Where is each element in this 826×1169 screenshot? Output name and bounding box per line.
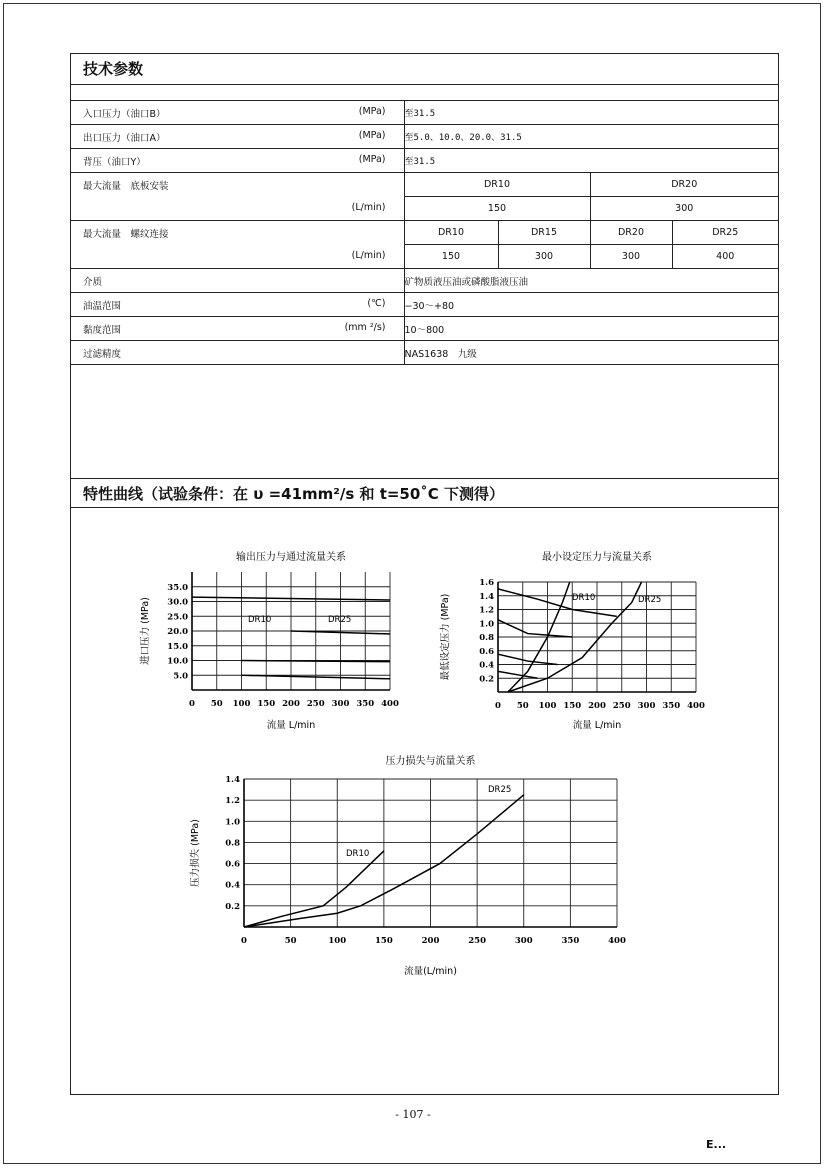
x-tick-label: 250 bbox=[468, 936, 486, 946]
y-tick-label: 1.0 bbox=[479, 619, 494, 630]
y-tick-label: 20.0 bbox=[167, 627, 188, 637]
curve-label: DR25 bbox=[328, 615, 352, 625]
x-tick-label: 250 bbox=[612, 701, 631, 711]
x-tick-label: 150 bbox=[257, 699, 276, 709]
x-tick-label: 0 bbox=[241, 936, 247, 946]
y-tick-label: 15.0 bbox=[167, 641, 188, 652]
y-tick-label: 5.0 bbox=[173, 671, 188, 682]
param-unit: (MPa) bbox=[358, 129, 386, 141]
y-tick-label: 0.4 bbox=[225, 880, 240, 891]
y-tick-label: 0.4 bbox=[479, 660, 494, 671]
x-tick-label: 400 bbox=[608, 936, 626, 946]
x-tick-label: 300 bbox=[331, 699, 350, 709]
param-name: 黏度范围 bbox=[83, 324, 122, 336]
x-tick-label: 200 bbox=[588, 701, 606, 711]
x-tick-label: 250 bbox=[306, 699, 325, 709]
chart-min-set-pressure bbox=[439, 550, 705, 731]
x-tick-label: 0 bbox=[189, 699, 195, 709]
y-axis-label: 最低设定压力 (MPa) bbox=[440, 593, 451, 681]
param-name: 最大流量 底板安装 bbox=[83, 180, 169, 192]
flow-value: 150 bbox=[404, 245, 498, 269]
y-axis-label: 进口压力 (MPa) bbox=[140, 597, 151, 665]
size-label: DR10 bbox=[404, 221, 498, 245]
curve-label: DR10 bbox=[248, 615, 272, 625]
x-axis-label: 流量 L/min bbox=[572, 720, 622, 731]
chart-pressure-loss bbox=[189, 754, 626, 977]
size-label: DR25 bbox=[672, 221, 778, 245]
x-tick-label: 200 bbox=[421, 936, 440, 946]
curve-label: DR25 bbox=[488, 785, 512, 795]
x-tick-label: 200 bbox=[282, 699, 300, 709]
x-tick-label: 400 bbox=[381, 699, 399, 709]
series-line bbox=[498, 620, 572, 637]
param-unit: (L/min) bbox=[351, 202, 386, 213]
series-line bbox=[244, 851, 384, 927]
x-tick-label: 50 bbox=[284, 936, 297, 946]
x-tick-label: 300 bbox=[637, 701, 656, 711]
x-tick-label: 0 bbox=[495, 701, 501, 711]
series-line bbox=[498, 671, 538, 678]
flow-value: 150 bbox=[404, 197, 590, 221]
curve-label: DR25 bbox=[638, 595, 662, 605]
param-name: 最大流量 螺纹连接 bbox=[83, 228, 169, 240]
param-value: 矿物质液压油或磷酸脂液压油 bbox=[404, 269, 778, 293]
y-tick-label: 1.0 bbox=[225, 817, 240, 828]
size-label: DR20 bbox=[590, 173, 778, 197]
param-unit: (L/min) bbox=[351, 250, 386, 261]
section-title-curves: 特性曲线（试验条件：在 υ =41mm²/s 和 t=50˚C 下测得） bbox=[71, 478, 778, 508]
x-tick-label: 50 bbox=[210, 699, 223, 709]
param-name: 油温范围 bbox=[83, 300, 122, 312]
y-tick-label: 30.0 bbox=[167, 597, 188, 608]
y-tick-label: 1.4 bbox=[225, 775, 240, 785]
y-tick-label: 0.8 bbox=[225, 838, 240, 849]
x-tick-label: 350 bbox=[561, 936, 580, 946]
y-tick-label: 0.2 bbox=[225, 901, 240, 912]
y-tick-label: 0.2 bbox=[479, 674, 494, 685]
y-tick-label: 1.2 bbox=[479, 605, 494, 616]
x-tick-label: 350 bbox=[356, 699, 375, 709]
chart-outlet-pressure bbox=[139, 550, 399, 731]
param-value: −30～+80 bbox=[404, 293, 778, 317]
flow-value: 300 bbox=[590, 245, 672, 269]
y-tick-label: 0.6 bbox=[225, 859, 240, 870]
param-value: NAS1638 九级 bbox=[404, 341, 778, 365]
flow-value: 400 bbox=[672, 245, 778, 269]
param-name: 入口压力（油口B） bbox=[83, 108, 166, 120]
y-tick-label: 10.0 bbox=[167, 656, 188, 667]
param-unit: (℃) bbox=[367, 297, 386, 309]
x-axis-label: 流量 L/min bbox=[266, 720, 316, 731]
y-tick-label: 0.6 bbox=[479, 646, 494, 657]
x-tick-label: 300 bbox=[514, 936, 533, 946]
size-label: DR20 bbox=[590, 221, 672, 245]
param-name: 介质 bbox=[83, 276, 103, 288]
y-tick-label: 1.2 bbox=[225, 796, 240, 807]
chart-title: 输出压力与通过流量关系 bbox=[236, 552, 346, 563]
y-tick-label: 0.8 bbox=[479, 633, 494, 643]
flow-value: 300 bbox=[498, 245, 590, 269]
chart-title: 最小设定压力与流量关系 bbox=[542, 552, 652, 563]
param-name: 出口压力（油口A） bbox=[83, 132, 166, 144]
y-tick-label: 25.0 bbox=[167, 612, 188, 623]
x-axis-label: 流量(L/min) bbox=[404, 966, 457, 977]
param-name: 背压（油口Y） bbox=[83, 156, 146, 168]
x-tick-label: 100 bbox=[328, 936, 347, 946]
y-tick-label: 35.0 bbox=[167, 582, 188, 593]
flow-value: 300 bbox=[590, 197, 778, 221]
x-tick-label: 150 bbox=[563, 701, 582, 711]
curve-label: DR10 bbox=[572, 593, 596, 603]
section-title-specs: 技术参数 bbox=[71, 54, 778, 85]
x-tick-label: 100 bbox=[538, 701, 557, 711]
page-number: - 107 - bbox=[395, 1108, 431, 1121]
param-unit: (MPa) bbox=[358, 153, 386, 165]
x-tick-label: 50 bbox=[516, 701, 529, 711]
param-value: 至31.5 bbox=[404, 149, 778, 173]
x-tick-label: 400 bbox=[687, 701, 705, 711]
param-unit: (mm ²/s) bbox=[344, 321, 386, 333]
y-tick-label: 1.6 bbox=[479, 578, 494, 588]
curve-label: DR10 bbox=[346, 849, 370, 859]
x-tick-label: 150 bbox=[375, 936, 393, 946]
y-axis-label: 压力损失 (MPa) bbox=[190, 819, 201, 887]
param-value: 至31.5 bbox=[404, 101, 778, 125]
chart-title: 压力损失与流量关系 bbox=[385, 756, 476, 767]
param-unit: (MPa) bbox=[358, 105, 386, 117]
param-value: 至5.0、10.0、20.0、31.5 bbox=[404, 125, 778, 149]
corner-mark: E... bbox=[706, 1138, 727, 1151]
x-tick-label: 100 bbox=[232, 699, 251, 709]
size-label: DR15 bbox=[498, 221, 590, 245]
param-value: 10～800 bbox=[404, 317, 778, 341]
x-tick-label: 350 bbox=[662, 701, 681, 711]
series-line bbox=[498, 654, 557, 664]
size-label: DR10 bbox=[404, 173, 590, 197]
param-name: 过滤精度 bbox=[83, 348, 122, 360]
y-tick-label: 1.4 bbox=[479, 591, 494, 602]
